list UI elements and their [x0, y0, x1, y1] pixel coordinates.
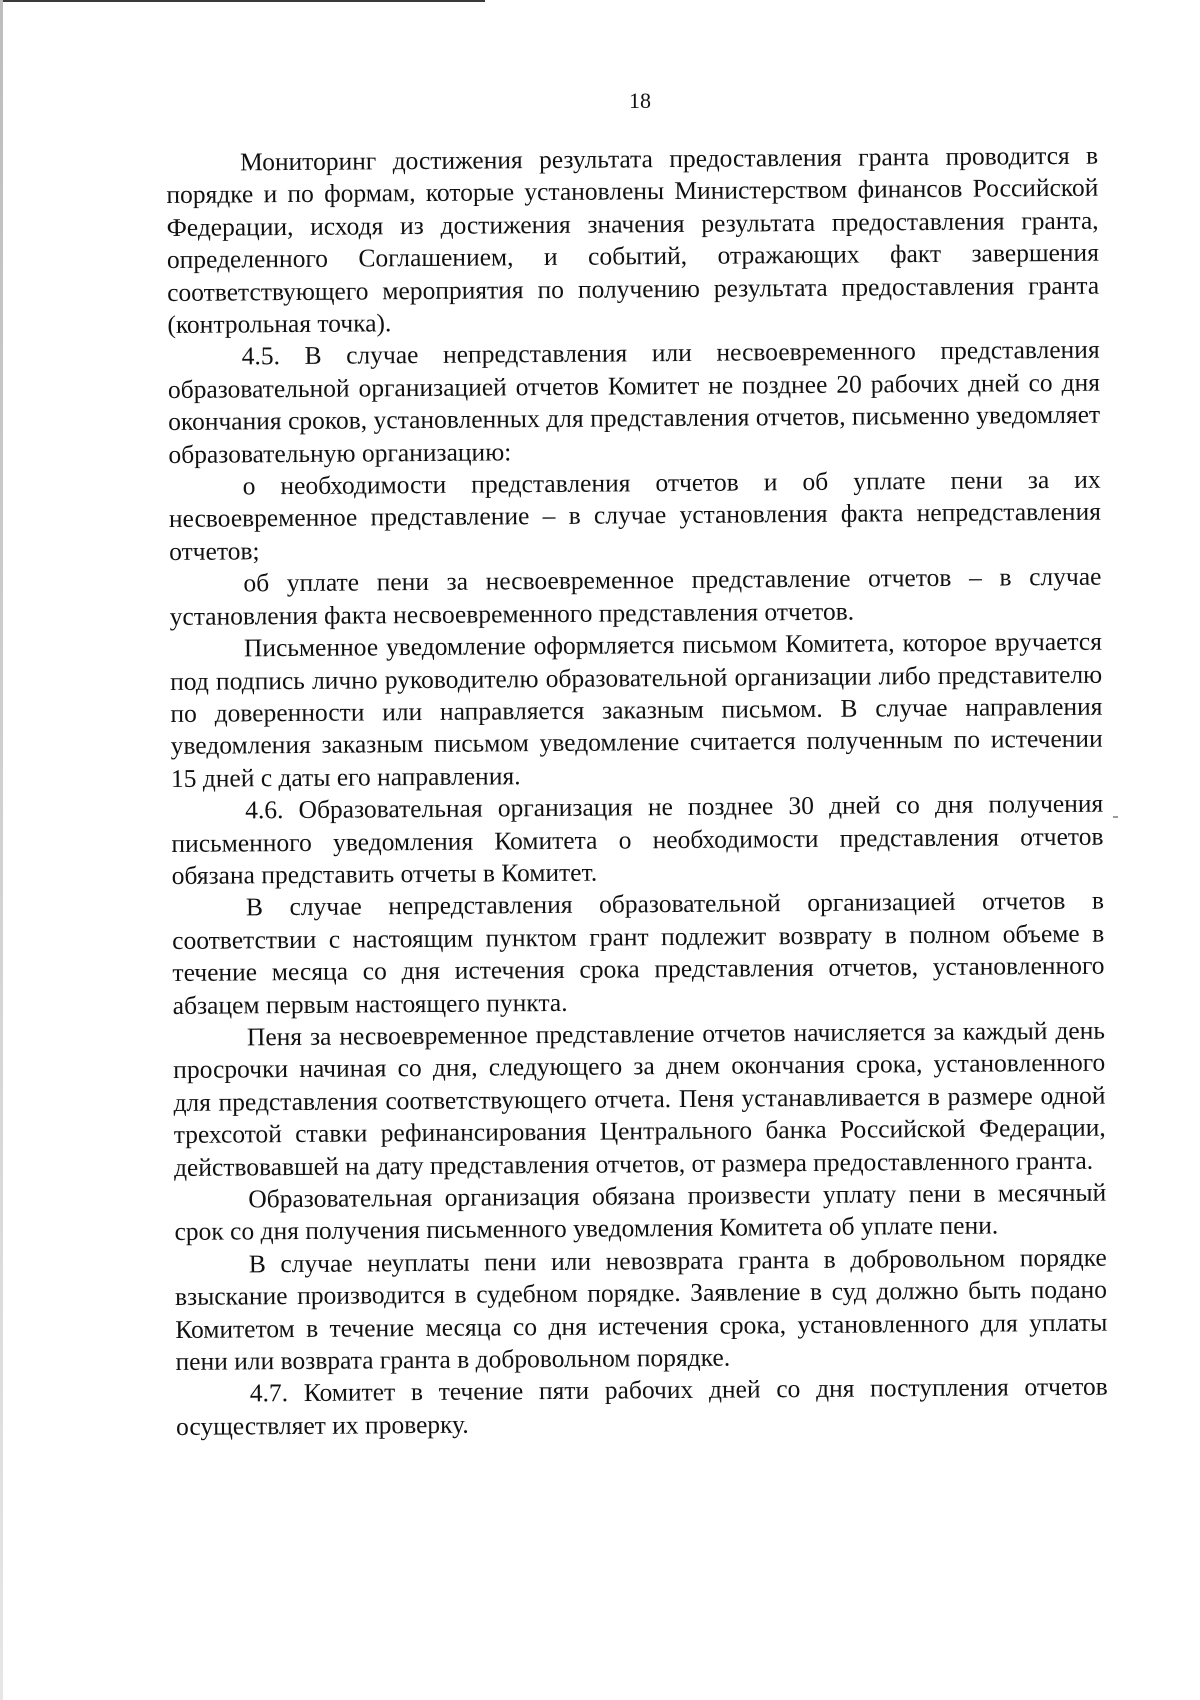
paragraph-written-notice: Письменное уведомление оформляется письмом Комитета, которое вручается под подпись лично руководителю образовательной организации либо представителю по доверенности или направляется заказным письмом. В случае направления уведомления заказным письмом уведомление считается полученным по истечении 15 дней с даты его направления. [170, 626, 1103, 793]
paragraph-penalty-payment: об уплате пени за несвоевременное представление отчетов – в случае установления факта несвоевременного представления отчетов. [169, 561, 1102, 631]
paragraph-necessity-of-reports: о необходимости представления отчетов и об уплате пени за их несвоевременное представление – в случае установления факта непредставления отчетов; [168, 464, 1102, 566]
scan-speck [1113, 816, 1118, 818]
document-body [166, 140, 1108, 1444]
paragraph-court-recovery: В случае неуплаты пени или невозврата гранта в добровольном порядке взыскание производится в судебном порядке. Заявление в суд должно быть подано Комитетом в течение месяца со дня истечения срока, установленного для уплаты пени или возврата гранта в добровольном порядке. [174, 1242, 1108, 1376]
scan-top-edge-line [0, 0, 485, 2]
paragraph-grant-return: В случае непредставления образовательной организацией отчетов в соответствии с настоящим пунктом грант подлежит возврату в полном объеме в течение месяца со дня истечения срока представления отчетов, установленного абзацем первым настоящего пункта. [172, 886, 1105, 1020]
paragraph-monitoring: Мониторинг достижения результата предоставления гранта проводится в порядке и по формам, которые установлены Министерством финансов Российской Федерации, исходя из достижения значения результата предоставления гранта, определенного Соглашением, и событий, отражающих факт завершения соответствующего мероприятия по получению результата предоставления гранта (контрольная точка). [166, 140, 1100, 340]
paragraph-4-5: 4.5. В случае непредставления или несвоевременного представления образовательной организацией отчетов Комитет не позднее 20 рабочих дней со дня окончания сроков, установленных для представления отчетов, письменно уведомляет образовательную организацию: [167, 335, 1101, 469]
paragraph-4-6: 4.6. Образовательная организация не позднее 30 дней со дня получения письменного уведомления Комитета о необходимости представления отчетов обязана представить отчеты в Комитет. [171, 788, 1104, 890]
scan-left-edge-shadow [0, 0, 3, 1700]
paragraph-penalty-accrual: Пеня за несвоевременное представление отчетов начисляется за каждый день просрочки начиная со дня, следующего за днем окончания срока, установленного для представления соответствующего отчета. Пеня устанавливается в размере одной трехсотой ставки рефинансирования Центрального банка Российской Федерации, действовавшей на дату представления отчетов, от размера предоставленного гранта. [173, 1015, 1106, 1182]
page-number: 18 [629, 88, 651, 113]
paragraph-penalty-deadline: Образовательная организация обязана произвести уплату пени в месячный срок со дня получения письменного уведомления Комитета об уплате пени. [174, 1177, 1107, 1247]
paragraph-4-7: 4.7. Комитет в течение пяти рабочих дней со дня поступления отчетов осуществляет их проверку. [175, 1372, 1108, 1441]
